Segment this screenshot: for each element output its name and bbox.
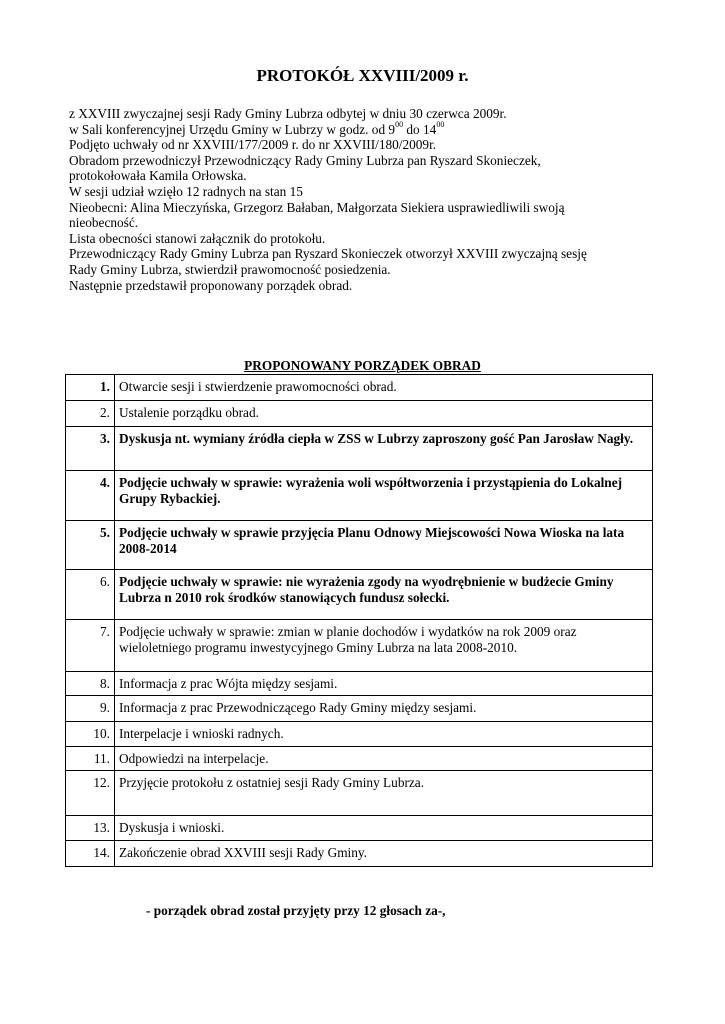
- agenda-row: [66, 375, 653, 401]
- agenda-row: [66, 816, 653, 841]
- agenda-row: [66, 771, 653, 816]
- agenda-row: [66, 427, 653, 471]
- intro-line: w Sali konferencyjnej Urzędu Gminy w Lubrzy w godz. od $9^{00}$ do $14^{00}$: [69, 120, 445, 137]
- agenda-item-number: 3.: [66, 427, 115, 471]
- agenda-item-number: 14.: [66, 841, 115, 867]
- agenda-row: [66, 722, 653, 747]
- agenda-row: [66, 696, 653, 722]
- agenda-row: [66, 620, 653, 672]
- agenda-item-text: Odpowiedzi na interpelacje.: [115, 747, 653, 771]
- agenda-item-number: 11.: [66, 747, 115, 771]
- agenda-item-text: Informacja z prac Przewodniczącego Rady Gminy między sesjami.: [115, 696, 653, 722]
- agenda-row: [66, 471, 653, 521]
- agenda-item-number: 9.: [66, 696, 115, 722]
- agenda-item-number: 7.: [66, 620, 115, 672]
- agenda-row: [66, 401, 653, 427]
- intro-line: Przewodniczący Rady Gminy Lubrza pan Ryszard Skonieczek otworzył XXVIII zwyczajną sesję: [69, 246, 587, 262]
- intro-line: Rady Gminy Lubrza, stwierdził prawomocność posiedzenia.: [69, 261, 391, 277]
- agenda-row: [66, 747, 653, 771]
- agenda-item-number: 5.: [66, 521, 115, 570]
- intro-line: W sesji udział wzięło 12 radnych na stan 15: [69, 183, 303, 199]
- agenda-row: [66, 672, 653, 696]
- intro-line: Lista obecności stanowi załącznik do protokołu.: [69, 230, 326, 246]
- agenda-item-text: Ustalenie porządku obrad.: [115, 401, 653, 427]
- agenda-item-number: 8.: [66, 672, 115, 696]
- agenda-item-text: Przyjęcie protokołu z ostatniej sesji Rady Gminy Lubrza.: [115, 771, 653, 816]
- agenda-item-text: Informacja z prac Wójta między sesjami.: [115, 672, 653, 696]
- agenda-item-text: Dyskusja i wnioski.: [115, 816, 653, 841]
- document-title: PROTOKÓŁ XXVIII/2009 r.: [256, 66, 469, 85]
- agenda-row: [66, 570, 653, 620]
- agenda-title: PROPONOWANY PORZĄDEK OBRAD: [244, 358, 481, 373]
- agenda-item-text: Otwarcie sesji i stwierdzenie prawomocności obrad.: [115, 375, 653, 401]
- intro-paragraph: [69, 106, 659, 293]
- agenda-item-number: 13.: [66, 816, 115, 841]
- intro-line: nieobecność.: [69, 215, 139, 231]
- agenda-item-text: Dyskusja nt. wymiany źródła ciepła w ZSS w Lubrzy zaproszony gość Pan Jarosław Nagły.: [115, 427, 653, 471]
- agenda-item-number: 10.: [66, 722, 115, 747]
- intro-line: Obradom przewodniczył Przewodniczący Rady Gminy Lubrza pan Ryszard Skonieczek,: [69, 152, 541, 168]
- intro-line: z XXVIII zwyczajnej sesji Rady Gminy Lubrza odbytej w dniu 30 czerwca 2009r.: [69, 106, 507, 121]
- agenda-item-number: 6.: [66, 570, 115, 620]
- intro-line: Następnie przedstawił proponowany porządek obrad.: [69, 277, 353, 293]
- agenda-item-text: Podjęcie uchwały w sprawie przyjęcia Planu Odnowy Miejscowości Nowa Wioska na lata 2008-2014: [115, 521, 653, 570]
- agenda-item-text: Podjęcie uchwały w sprawie: nie wyrażenia zgody na wyodrębnienie w budżecie Gminy Lubrza n 2010 rok środków stanowiących fundusz sołecki.: [115, 570, 653, 620]
- agenda-row: [66, 521, 653, 570]
- agenda-item-text: Podjęcie uchwały w sprawie: wyrażenia woli współtworzenia i przystąpienia do Lokalnej Grupy Rybackiej.: [115, 471, 653, 521]
- intro-line: Nieobecni: Alina Mieczyńska, Grzegorz Bałaban, Małgorzata Siekiera usprawiedliwili swoją: [69, 199, 565, 215]
- agenda-item-text: Podjęcie uchwały w sprawie: zmian w planie dochodów i wydatków na rok 2009 oraz wieloletniego programu inwestycyjnego Gminy Lubrza na lata 2008-2010.: [115, 620, 653, 672]
- agenda-item-text: Zakończenie obrad XXVIII sesji Rady Gminy.: [115, 841, 653, 867]
- agenda-item-number: 1.: [66, 375, 115, 401]
- agenda-item-text: Interpelacje i wnioski radnych.: [115, 722, 653, 747]
- agenda-item-number: 12.: [66, 771, 115, 816]
- agenda-item-number: 2.: [66, 401, 115, 427]
- footer-note: - porządek obrad został przyjęty przy 12 głosach za-,: [146, 903, 446, 918]
- agenda-row: [66, 841, 653, 867]
- agenda-item-number: 4.: [66, 471, 115, 521]
- intro-line: Podjęto uchwały od nr XXVIII/177/2009 r. do nr XXVIII/180/2009r.: [69, 137, 437, 153]
- intro-line: protokołowała Kamila Orłowska.: [69, 168, 247, 184]
- agenda-table: [65, 374, 653, 867]
